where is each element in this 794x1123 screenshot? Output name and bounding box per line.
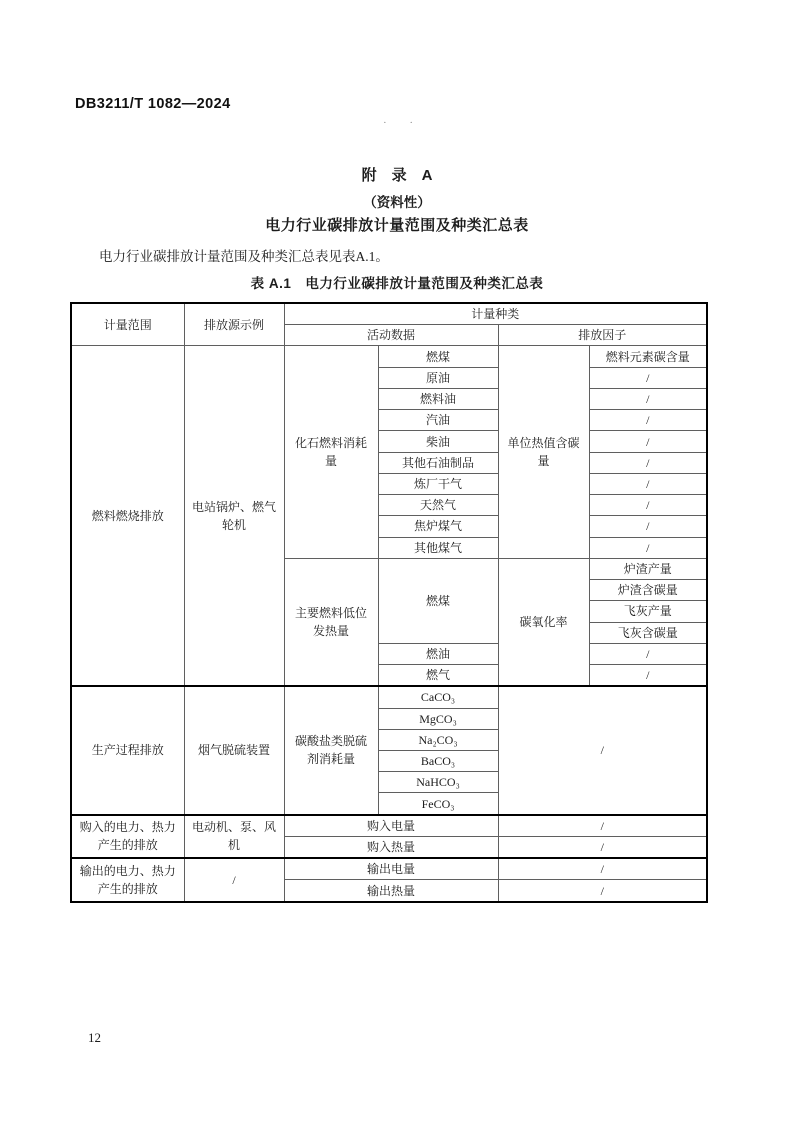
fuel-cell-coal: 燃煤 bbox=[378, 558, 498, 643]
fuel-cell: 天然气 bbox=[378, 495, 498, 516]
fuel-cell: 焦炉煤气 bbox=[378, 516, 498, 537]
table-row bbox=[71, 858, 707, 880]
factor-cell: 炉渣产量 bbox=[589, 558, 707, 579]
factor-cell: 飞灰产量 bbox=[589, 601, 707, 622]
header-cell-source: 排放源示例 bbox=[184, 303, 284, 346]
table-caption: 表 A.1 电力行业碳排放计量范围及种类汇总表 bbox=[250, 276, 544, 291]
factor-cell: 炉渣含碳量 bbox=[589, 580, 707, 601]
factor-cell: / bbox=[589, 431, 707, 452]
appendix-title: 附 录 A bbox=[361, 167, 433, 184]
factor-cell: / bbox=[589, 388, 707, 409]
factor-cell-production-slash: / bbox=[498, 686, 707, 814]
appendix-classification: （资料性） bbox=[363, 195, 431, 210]
factor-cell: / bbox=[498, 815, 707, 837]
activity-cell: 购入热量 bbox=[284, 836, 498, 858]
factor-cell-carbon-oxidation-rate: 碳氧化率 bbox=[498, 558, 589, 686]
table-row bbox=[71, 815, 707, 837]
factor-cell: / bbox=[498, 880, 707, 902]
scan-artifact-dots: · · bbox=[383, 117, 424, 129]
scope-cell-fuel-combustion: 燃料燃烧排放 bbox=[71, 346, 184, 686]
source-cell-desulfurization-device: 烟气脱硫装置 bbox=[184, 686, 284, 814]
factor-cell: / bbox=[498, 836, 707, 858]
sorbent-cell: NaHCO₃ bbox=[378, 772, 498, 793]
factor-cell: / bbox=[589, 665, 707, 687]
header-cell-scope: 计量范围 bbox=[71, 303, 184, 346]
fuel-cell: 燃料油 bbox=[378, 388, 498, 409]
activity-cell-fossil-fuel-consumption: 化石燃料消耗量 bbox=[284, 346, 378, 558]
sorbent-cell: FeCO₃ bbox=[378, 793, 498, 815]
scope-cell-production-process: 生产过程排放 bbox=[71, 686, 184, 814]
doc-number: DB3211/T 1082—2024 bbox=[75, 96, 231, 112]
activity-cell: 输出电量 bbox=[284, 858, 498, 880]
factor-cell: / bbox=[589, 516, 707, 537]
scope-cell-purchased-power: 购入的电力、热力产生的排放 bbox=[71, 815, 184, 859]
fuel-cell: 原油 bbox=[378, 367, 498, 388]
factor-cell: / bbox=[589, 495, 707, 516]
factor-cell: / bbox=[589, 410, 707, 431]
table-row bbox=[71, 346, 707, 367]
intro-paragraph: 电力行业碳排放计量范围及种类汇总表见表A.1。 bbox=[99, 249, 389, 264]
table-header-row-1 bbox=[71, 303, 707, 325]
source-cell-exported-slash: / bbox=[184, 858, 284, 902]
table-row bbox=[71, 686, 707, 708]
factor-cell: / bbox=[589, 473, 707, 494]
source-cell-boiler-turbine: 电站锅炉、燃气轮机 bbox=[184, 346, 284, 686]
activity-cell-heating-value: 主要燃料低位发热量 bbox=[284, 558, 378, 686]
fuel-cell: 其他石油制品 bbox=[378, 452, 498, 473]
fuel-cell: 柴油 bbox=[378, 431, 498, 452]
fuel-cell: 其他煤气 bbox=[378, 537, 498, 558]
sorbent-cell: CaCO₃ bbox=[378, 686, 498, 708]
fuel-cell: 炼厂干气 bbox=[378, 473, 498, 494]
factor-cell: / bbox=[589, 452, 707, 473]
factor-cell: / bbox=[589, 367, 707, 388]
factor-cell-carbon-per-heat: 单位热值含碳量 bbox=[498, 346, 589, 558]
sorbent-cell: Na₂CO₃ bbox=[378, 729, 498, 750]
factor-cell: 飞灰含碳量 bbox=[589, 622, 707, 643]
source-cell-motor-pump-fan: 电动机、泵、风机 bbox=[184, 815, 284, 859]
header-cell-emission-factor: 排放因子 bbox=[498, 325, 707, 346]
sorbent-cell: BaCO₃ bbox=[378, 750, 498, 771]
activity-cell-sorbent-consumption: 碳酸盐类脱硫剂消耗量 bbox=[284, 686, 378, 814]
page-number: 12 bbox=[88, 1030, 101, 1045]
summary-table bbox=[70, 302, 708, 903]
factor-cell: / bbox=[498, 858, 707, 880]
factor-cell: / bbox=[589, 537, 707, 558]
appendix-heading: 电力行业碳排放计量范围及种类汇总表 bbox=[265, 217, 529, 234]
factor-cell: / bbox=[589, 643, 707, 664]
fuel-cell-gas: 燃气 bbox=[378, 665, 498, 687]
factor-cell: 燃料元素碳含量 bbox=[589, 346, 707, 367]
activity-cell: 购入电量 bbox=[284, 815, 498, 837]
fuel-cell: 汽油 bbox=[378, 410, 498, 431]
header-cell-category: 计量种类 bbox=[284, 303, 707, 325]
header-cell-activity-data: 活动数据 bbox=[284, 325, 498, 346]
fuel-cell-oil: 燃油 bbox=[378, 643, 498, 664]
scope-cell-exported-power: 输出的电力、热力产生的排放 bbox=[71, 858, 184, 902]
sorbent-cell: MgCO₃ bbox=[378, 708, 498, 729]
activity-cell: 输出热量 bbox=[284, 880, 498, 902]
fuel-cell: 燃煤 bbox=[378, 346, 498, 367]
